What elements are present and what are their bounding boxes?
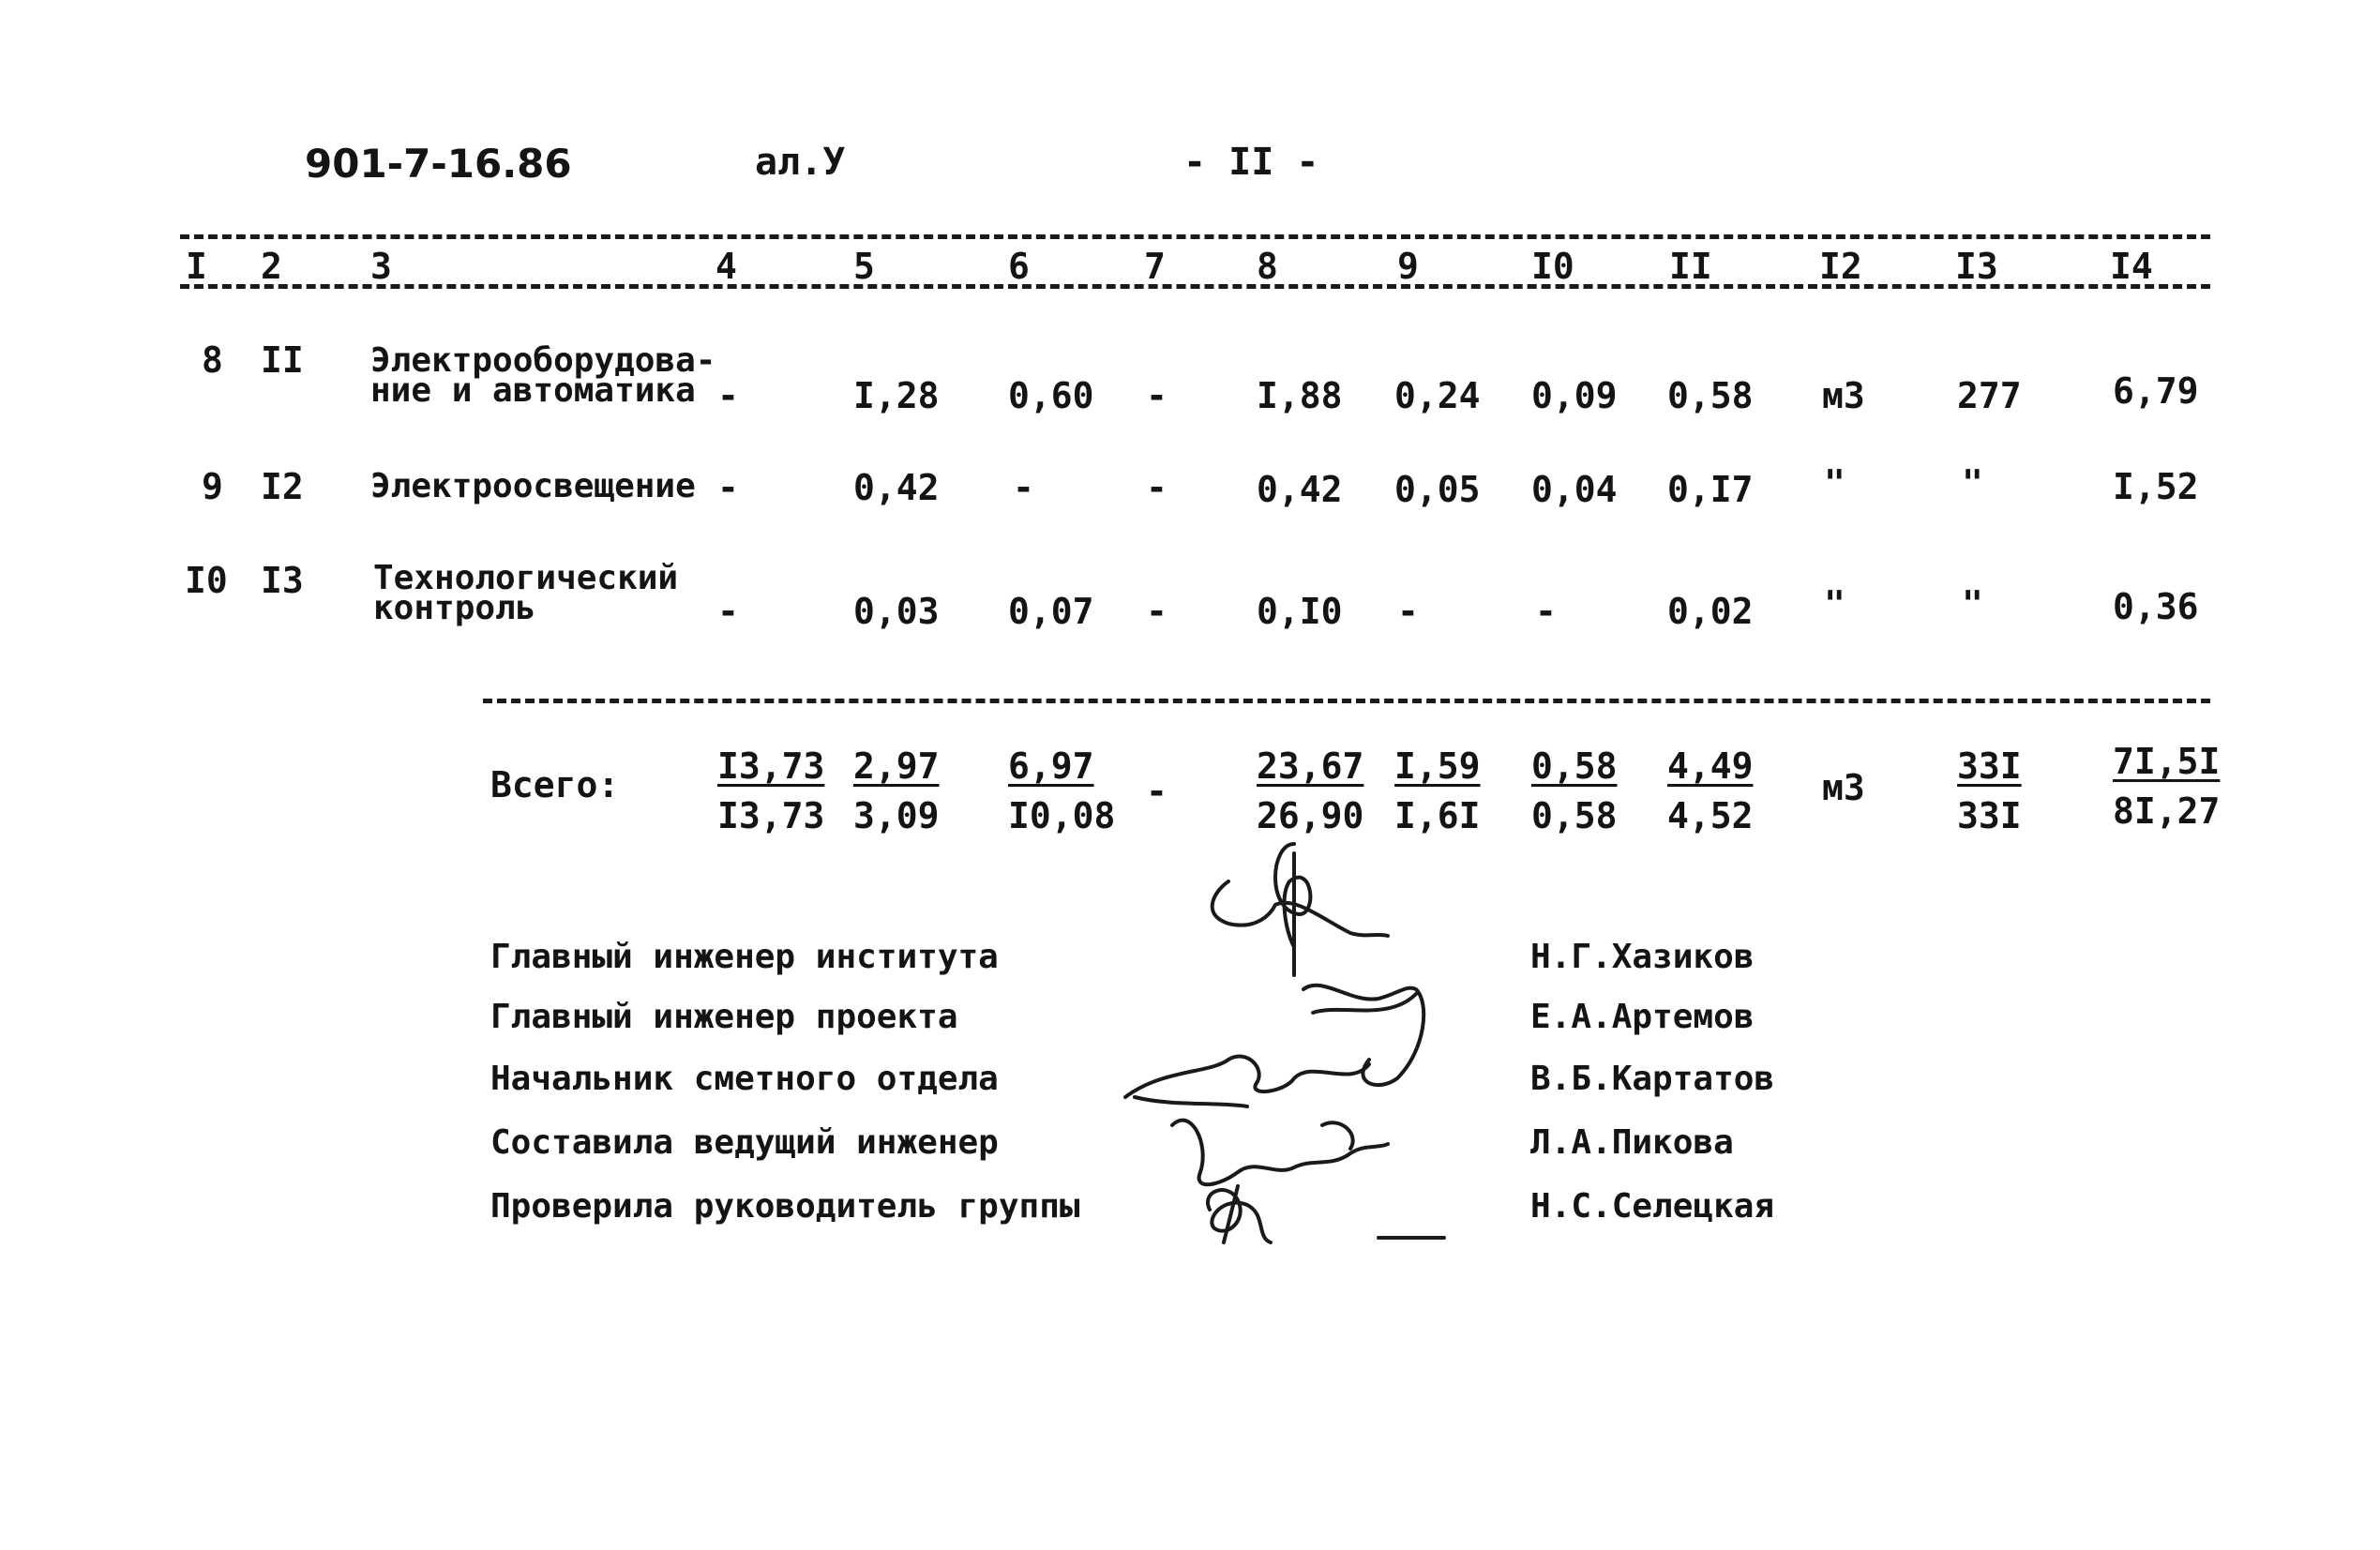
total-c11-bottom: 4,52 bbox=[1667, 795, 1754, 836]
total-c4-bottom: I3,73 bbox=[717, 795, 825, 836]
cell-c10: 0,09 bbox=[1531, 375, 1618, 416]
cell-c5: I,28 bbox=[853, 375, 940, 416]
signature-role: Проверила руководитель группы bbox=[490, 1187, 1080, 1226]
total-c8-top: 23,67 bbox=[1257, 745, 1364, 787]
total-c5-top: 2,97 bbox=[853, 745, 940, 787]
cell-c6: 0,07 bbox=[1008, 591, 1094, 632]
cell-c11: 0,I7 bbox=[1667, 469, 1754, 510]
cell-c14: 0,36 bbox=[2113, 586, 2199, 627]
document-code: 901-7-16.86 bbox=[305, 141, 572, 187]
cell-c8: 0,42 bbox=[1257, 469, 1343, 510]
cell-c8: I,88 bbox=[1257, 375, 1343, 416]
cell-c9: 0,24 bbox=[1394, 375, 1481, 416]
signature-role: Главный инженер проекта bbox=[490, 998, 958, 1036]
cell-c11: 0,02 bbox=[1667, 591, 1754, 632]
total-c9-top: I,59 bbox=[1394, 745, 1481, 787]
cell-c9: 0,05 bbox=[1394, 469, 1481, 510]
cell-c14: I,52 bbox=[2113, 466, 2199, 507]
col-header-2: 2 bbox=[261, 246, 282, 287]
cell-c12: " bbox=[1824, 583, 1845, 625]
handwritten-signatures-icon bbox=[1107, 825, 1463, 1257]
total-c12: м3 bbox=[1822, 767, 1865, 808]
row-number: 8 bbox=[202, 339, 223, 381]
total-c10-top: 0,58 bbox=[1531, 745, 1618, 787]
col-header-13: I3 bbox=[1955, 246, 1998, 287]
total-c6-top: 6,97 bbox=[1008, 745, 1094, 787]
total-c4-top: I3,73 bbox=[717, 745, 825, 787]
row-number: 9 bbox=[202, 466, 223, 507]
col-header-5: 5 bbox=[853, 246, 875, 287]
cell-c12: м3 bbox=[1822, 375, 1865, 416]
cell-c6: - bbox=[1013, 467, 1034, 508]
signature-name: Е.А.Артемов bbox=[1530, 998, 1755, 1036]
col-header-14: I4 bbox=[2110, 246, 2153, 287]
col-header-7: 7 bbox=[1144, 246, 1166, 287]
cell-c5: 0,42 bbox=[853, 467, 940, 508]
total-c13-top: 33I bbox=[1957, 745, 2022, 787]
total-c14-top: 7I,5I bbox=[2113, 741, 2221, 782]
signature-role: Начальник сметного отдела bbox=[490, 1060, 999, 1098]
col-header-3: 3 bbox=[370, 246, 392, 287]
cell-c4: - bbox=[717, 591, 739, 632]
col-header-1: I bbox=[186, 246, 207, 287]
total-c8-bottom: 26,90 bbox=[1257, 795, 1364, 836]
row-code: I2 bbox=[261, 466, 304, 507]
total-rule bbox=[483, 699, 2210, 703]
top-rule bbox=[180, 234, 2210, 239]
cell-c11: 0,58 bbox=[1667, 375, 1754, 416]
cell-c6: 0,60 bbox=[1008, 375, 1094, 416]
cell-c12: " bbox=[1824, 462, 1845, 504]
cell-c13: " bbox=[1962, 462, 1983, 504]
row-name-line1: Электрооборудова- bbox=[370, 341, 716, 380]
cell-c4: - bbox=[717, 467, 739, 508]
total-c5-bottom: 3,09 bbox=[853, 795, 940, 836]
sheet-label: ал.У bbox=[755, 141, 846, 184]
cell-c4: - bbox=[717, 375, 739, 416]
cell-c8: 0,I0 bbox=[1257, 591, 1343, 632]
total-label: Всего: bbox=[490, 764, 620, 805]
signature-name: Л.А.Пикова bbox=[1530, 1123, 1734, 1162]
signature-name: В.Б.Картатов bbox=[1530, 1060, 1775, 1098]
total-c7: - bbox=[1146, 771, 1167, 812]
cell-c14: 6,79 bbox=[2113, 370, 2199, 412]
signature-name: Н.Г.Хазиков bbox=[1530, 938, 1755, 976]
cell-c10: 0,04 bbox=[1531, 469, 1618, 510]
cell-c13: " bbox=[1962, 583, 1983, 625]
signature-name: Н.С.Селецкая bbox=[1530, 1187, 1775, 1226]
row-name-line1: Электроосвещение bbox=[370, 467, 696, 505]
row-number: I0 bbox=[185, 560, 228, 601]
total-c9-bottom: I,6I bbox=[1394, 795, 1481, 836]
col-header-6: 6 bbox=[1008, 246, 1030, 287]
signature-role: Составила ведущий инженер bbox=[490, 1123, 999, 1162]
column-header-rule bbox=[180, 284, 2210, 289]
col-header-4: 4 bbox=[716, 246, 737, 287]
cell-c13: 277 bbox=[1957, 375, 2022, 416]
col-header-8: 8 bbox=[1257, 246, 1278, 287]
total-c10-bottom: 0,58 bbox=[1531, 795, 1618, 836]
col-header-10: I0 bbox=[1531, 246, 1574, 287]
row-name-line2: контроль bbox=[373, 589, 536, 627]
row-code: II bbox=[261, 339, 304, 381]
col-header-9: 9 bbox=[1397, 246, 1419, 287]
cell-c7: - bbox=[1146, 375, 1167, 416]
cell-c9: - bbox=[1397, 591, 1419, 632]
row-name-line2: ние и автоматика bbox=[370, 371, 696, 410]
cell-c10: - bbox=[1535, 591, 1557, 632]
total-c6-bottom: I0,08 bbox=[1008, 795, 1116, 836]
col-header-12: I2 bbox=[1819, 246, 1862, 287]
total-c14-bottom: 8I,27 bbox=[2113, 790, 2221, 832]
total-c11-top: 4,49 bbox=[1667, 745, 1754, 787]
cell-c5: 0,03 bbox=[853, 591, 940, 632]
signature-role: Главный инженер института bbox=[490, 938, 999, 976]
total-c13-bottom: 33I bbox=[1957, 795, 2022, 836]
cell-c7: - bbox=[1146, 591, 1167, 632]
cell-c7: - bbox=[1146, 467, 1167, 508]
page-number: - II - bbox=[1183, 141, 1319, 184]
row-code: I3 bbox=[261, 560, 304, 601]
col-header-11: II bbox=[1669, 246, 1712, 287]
row-name-line1: Технологический bbox=[373, 559, 679, 597]
